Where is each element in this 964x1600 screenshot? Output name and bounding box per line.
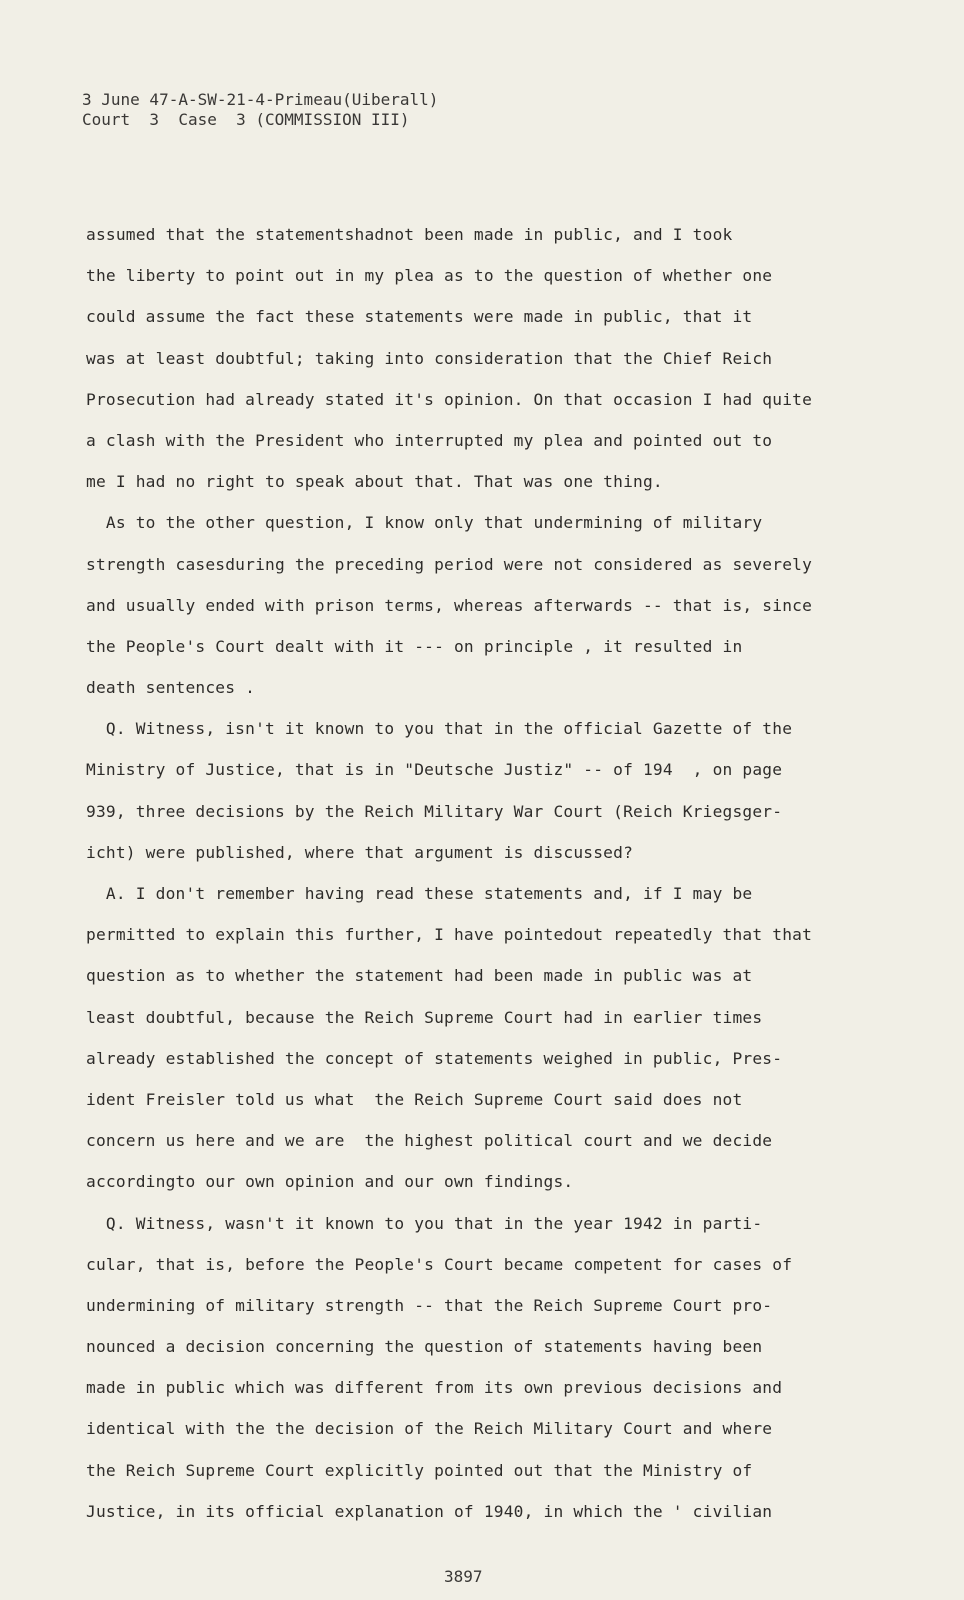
document-header — [82, 90, 438, 130]
transcript-body — [86, 214, 856, 1532]
text-line: nounced a decision concerning the question of statements having been — [86, 1337, 763, 1357]
text-line: concern us here and we are the highest political court and we decide — [86, 1131, 773, 1151]
text-line: Q. Witness, isn't it known to you that in the official Gazette of the — [86, 719, 793, 739]
text-line: me I had no right to speak about that. That was one thing. — [86, 472, 663, 492]
text-line: As to the other question, I know only that undermining of military — [86, 513, 763, 533]
text-line: Justice, in its official explanation of 1940, in which the ' civilian — [86, 1501, 773, 1521]
text-line: accordingto our own opinion and our own findings. — [86, 1172, 574, 1192]
text-line: the liberty to point out in my plea as to the question of whether one — [86, 266, 773, 286]
header-court-line: Court 3 Case 3 (COMMISSION III) — [82, 110, 410, 129]
text-line: already established the concept of statements weighed in public, Pres- — [86, 1048, 783, 1068]
text-line: Ministry of Justice, that is in "Deutsche Justiz" -- of 194 , on page — [86, 760, 783, 780]
text-line: ident Freisler told us what the Reich Supreme Court said does not — [86, 1089, 743, 1109]
text-line: icht) were published, where that argument is discussed? — [86, 842, 634, 862]
text-line: was at least doubtful; taking into consideration that the Chief Reich — [86, 348, 773, 368]
text-line: and usually ended with prison terms, whereas afterwards -- that is, since — [86, 595, 813, 615]
text-line: a clash with the President who interrupted my plea and pointed out to — [86, 430, 773, 450]
text-line: made in public which was different from its own previous decisions and — [86, 1378, 783, 1398]
text-line: death sentences . — [86, 678, 256, 698]
text-line: Q. Witness, wasn't it known to you that in the year 1942 in parti- — [86, 1213, 763, 1233]
text-line: undermining of military strength -- that the Reich Supreme Court pro- — [86, 1295, 773, 1315]
text-line: question as to whether the statement had been made in public was at — [86, 966, 753, 986]
text-line: the People's Court dealt with it --- on principle , it resulted in — [86, 636, 743, 656]
text-line: permitted to explain this further, I have pointedout repeatedly that that — [86, 925, 813, 945]
text-line: the Reich Supreme Court explicitly pointed out that the Ministry of — [86, 1460, 753, 1480]
text-line: could assume the fact these statements were made in public, that it — [86, 307, 753, 327]
text-line: Prosecution had already stated it's opinion. On that occasion I had quite — [86, 389, 813, 409]
text-line: A. I don't remember having read these statements and, if I may be — [86, 884, 753, 903]
text-line: cular, that is, before the People's Court became competent for cases of — [86, 1254, 793, 1274]
text-line: least doubtful, because the Reich Supreme Court had in earlier times — [86, 1007, 763, 1027]
header-date-line: 3 June 47-A-SW-21-4-Primeau(Uiberall) — [82, 90, 439, 109]
text-line: strength casesduring the preceding period were not considered as severely — [86, 554, 813, 574]
text-line: 939, three decisions by the Reich Military War Court (Reich Kriegsger- — [86, 801, 783, 821]
text-line: identical with the the decision of the Reich Military Court and where — [86, 1419, 773, 1439]
text-line: assumed that the statementshadnot been made in public, and I took — [86, 225, 733, 244]
page-number: 3897 — [444, 1567, 483, 1586]
